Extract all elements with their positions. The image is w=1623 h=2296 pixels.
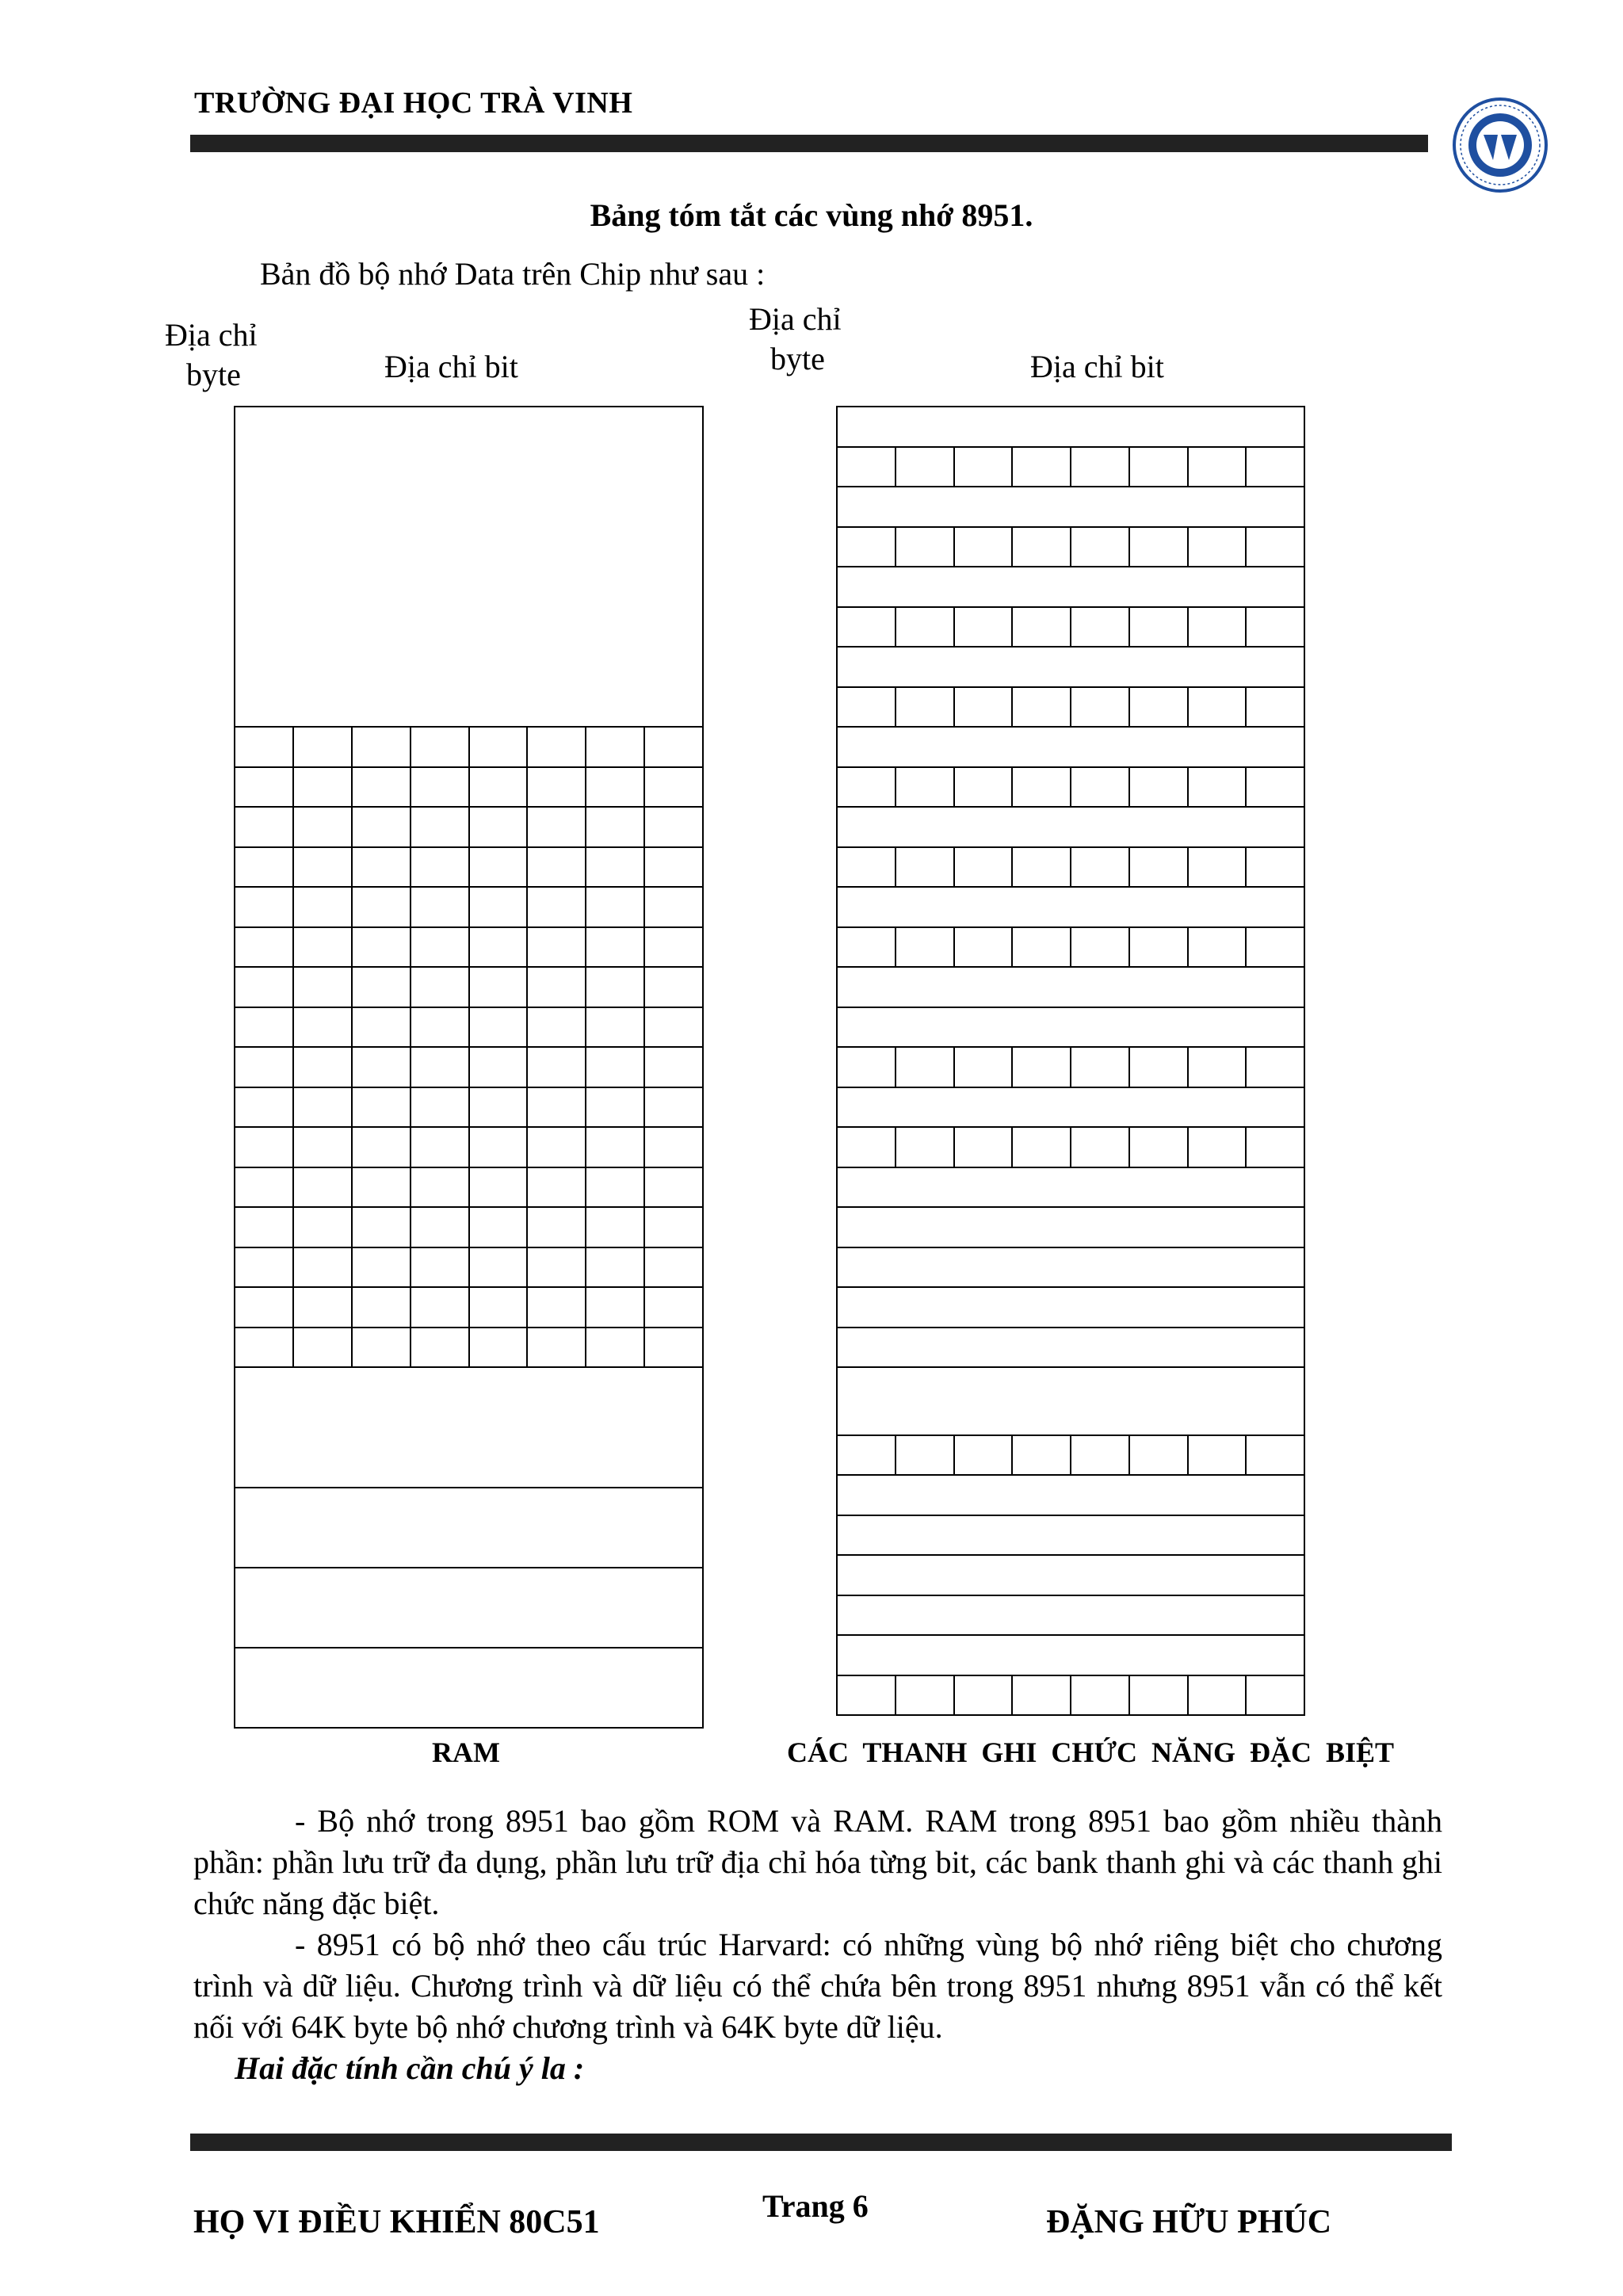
- grid-line: [895, 446, 896, 487]
- grid-line: [836, 1474, 1305, 1476]
- grid-line: [836, 886, 1305, 888]
- university-logo: [1452, 97, 1549, 193]
- grid-line: [1011, 926, 1013, 967]
- grid-line: [895, 766, 896, 807]
- grid-line: [953, 526, 955, 567]
- header-rule: [190, 135, 1428, 152]
- grid-line: [836, 1286, 1305, 1288]
- grid-line: [1128, 1126, 1130, 1167]
- sfr-caption: CÁC THANH GHI CHỨC NĂNG ĐẶC BIỆT: [787, 1736, 1395, 1768]
- grid-line: [953, 446, 955, 487]
- grid-line: [1187, 1046, 1189, 1087]
- grid-line: [836, 1554, 1305, 1556]
- grid-line: [953, 1675, 955, 1715]
- grid-line: [895, 1675, 896, 1715]
- grid-line: [836, 1327, 1305, 1328]
- grid-line: [1187, 686, 1189, 727]
- grid-line: [836, 1087, 1305, 1088]
- grid-line: [468, 726, 470, 1366]
- grid-line: [1187, 1126, 1189, 1167]
- grid-line: [1011, 606, 1013, 647]
- footer-page-number: Trang 6: [762, 2188, 869, 2224]
- grid-line: [836, 486, 1305, 487]
- grid-line: [1070, 1675, 1071, 1715]
- grid-line: [836, 1247, 1305, 1248]
- grid-line: [1187, 1675, 1189, 1715]
- grid-line: [1245, 766, 1247, 807]
- grid-line: [1245, 846, 1247, 887]
- page-title: Bảng tóm tắt các vùng nhớ 8951.: [590, 197, 1033, 233]
- footer-right: ĐẶNG HỮU PHÚC: [1046, 2204, 1332, 2241]
- footer-left: HỌ VI ĐIỀU KHIỂN 80C51: [193, 2204, 600, 2241]
- grid-line: [1128, 446, 1130, 487]
- grid-line: [1128, 1046, 1130, 1087]
- ram-caption: RAM: [432, 1736, 500, 1768]
- footer-rule: [190, 2134, 1452, 2151]
- grid-line: [1128, 686, 1130, 727]
- left-byte-label-2: byte: [186, 357, 241, 392]
- grid-line: [1245, 686, 1247, 727]
- grid-line: [1011, 1046, 1013, 1087]
- grid-line: [1128, 1675, 1130, 1715]
- left-byte-label-1: Địa chỉ: [165, 317, 258, 353]
- grid-line: [1128, 1435, 1130, 1475]
- register-bank-box: [234, 1647, 704, 1729]
- grid-line: [953, 926, 955, 967]
- grid-line: [895, 846, 896, 887]
- grid-line: [895, 1046, 896, 1087]
- grid-line: [836, 1206, 1305, 1208]
- grid-line: [836, 1634, 1305, 1636]
- grid-line: [1187, 1435, 1189, 1475]
- grid-line: [1245, 1675, 1247, 1715]
- university-name: TRƯỜNG ĐẠI HỌC TRÀ VINH: [194, 86, 633, 120]
- paragraph-1: - Bộ nhớ trong 8951 bao gồm ROM và RAM. RAM trong 8951 bao gồm nhiều thành phần: phần lưu trữ đa dụng, phần lưu trữ địa chỉ hóa từng bit, các bank thanh ghi và các thanh ghi chức năng đặc biệt.: [193, 1803, 1442, 1921]
- grid-line: [1011, 846, 1013, 887]
- grid-line: [585, 726, 586, 1366]
- grid-line: [1245, 526, 1247, 567]
- grid-line: [836, 1595, 1305, 1596]
- grid-line: [1070, 606, 1071, 647]
- grid-line: [1187, 606, 1189, 647]
- grid-line: [1245, 1046, 1247, 1087]
- grid-line: [836, 1714, 1305, 1716]
- grid-line: [1245, 446, 1247, 487]
- grid-line: [1070, 846, 1071, 887]
- grid-line: [1245, 926, 1247, 967]
- grid-line: [1128, 526, 1130, 567]
- grid-line: [895, 1126, 896, 1167]
- grid-line: [953, 766, 955, 807]
- grid-line: [1011, 686, 1013, 727]
- grid-line: [895, 686, 896, 727]
- register-bank-box: [234, 1567, 704, 1648]
- grid-line: [836, 1515, 1305, 1516]
- grid-line: [1187, 846, 1189, 887]
- paragraph-2: - 8951 có bộ nhớ theo cấu trúc Harvard: có những vùng bộ nhớ riêng biệt cho chương trình và dữ liệu. Chương trình và dữ liệu có thể chứa bên trong 8951 nhưng 8951 vẫn có thể kết nối với 64K byte bộ nhớ chương trình và 64K byte dữ liệu.: [193, 1927, 1442, 2045]
- grid-line: [1128, 606, 1130, 647]
- grid-line: [953, 686, 955, 727]
- grid-line: [526, 726, 528, 1366]
- grid-line: [1070, 686, 1071, 727]
- grid-line: [953, 1435, 955, 1475]
- grid-line: [1070, 526, 1071, 567]
- right-byte-label-2: byte: [770, 341, 825, 376]
- grid-line: [1070, 926, 1071, 967]
- grid-line: [1187, 926, 1189, 967]
- right-byte-label-1: Địa chỉ: [749, 301, 842, 337]
- grid-line: [953, 846, 955, 887]
- grid-line: [1245, 1126, 1247, 1167]
- grid-line: [953, 606, 955, 647]
- grid-line: [292, 726, 294, 1366]
- grid-line: [895, 1435, 896, 1475]
- grid-line: [1245, 1435, 1247, 1475]
- register-bank-box: [234, 1366, 704, 1488]
- body-text: [193, 1801, 1442, 2089]
- grid-line: [1128, 766, 1130, 807]
- paragraph-3: Hai đặc tính cần chú ý la :: [235, 2050, 585, 2086]
- left-bit-label: Địa chỉ bit: [384, 349, 518, 384]
- grid-line: [836, 726, 1305, 728]
- grid-line: [895, 606, 896, 647]
- grid-line: [1011, 446, 1013, 487]
- grid-line: [836, 406, 838, 1714]
- register-bank-box: [234, 1487, 704, 1568]
- grid-line: [895, 526, 896, 567]
- grid-line: [1128, 846, 1130, 887]
- grid-line: [836, 566, 1305, 567]
- grid-line: [1011, 1675, 1013, 1715]
- grid-line: [643, 726, 645, 1366]
- grid-line: [836, 1167, 1305, 1168]
- grid-line: [234, 726, 235, 1366]
- grid-line: [1070, 1126, 1071, 1167]
- grid-line: [953, 1046, 955, 1087]
- grid-line: [836, 646, 1305, 648]
- grid-line: [1011, 1435, 1013, 1475]
- grid-line: [410, 726, 411, 1366]
- grid-line: [351, 726, 353, 1366]
- grid-line: [895, 926, 896, 967]
- grid-line: [836, 406, 1305, 407]
- grid-line: [836, 966, 1305, 968]
- page-subtitle: Bản đồ bộ nhớ Data trên Chip như sau :: [260, 256, 766, 292]
- grid-line: [1187, 766, 1189, 807]
- grid-line: [1011, 526, 1013, 567]
- grid-line: [1187, 446, 1189, 487]
- grid-line: [836, 1007, 1305, 1008]
- grid-line: [836, 1366, 1305, 1368]
- grid-line: [1245, 606, 1247, 647]
- grid-line: [1070, 446, 1071, 487]
- right-bit-label: Địa chỉ bit: [1030, 349, 1164, 384]
- grid-line: [1187, 526, 1189, 567]
- grid-line: [1304, 406, 1305, 1714]
- grid-line: [702, 726, 704, 1366]
- general-ram-box: [234, 406, 704, 728]
- grid-line: [1011, 766, 1013, 807]
- grid-line: [836, 806, 1305, 808]
- grid-line: [1128, 926, 1130, 967]
- grid-line: [1070, 766, 1071, 807]
- grid-line: [1070, 1046, 1071, 1087]
- grid-line: [1011, 1126, 1013, 1167]
- grid-line: [953, 1126, 955, 1167]
- grid-line: [1070, 1435, 1071, 1475]
